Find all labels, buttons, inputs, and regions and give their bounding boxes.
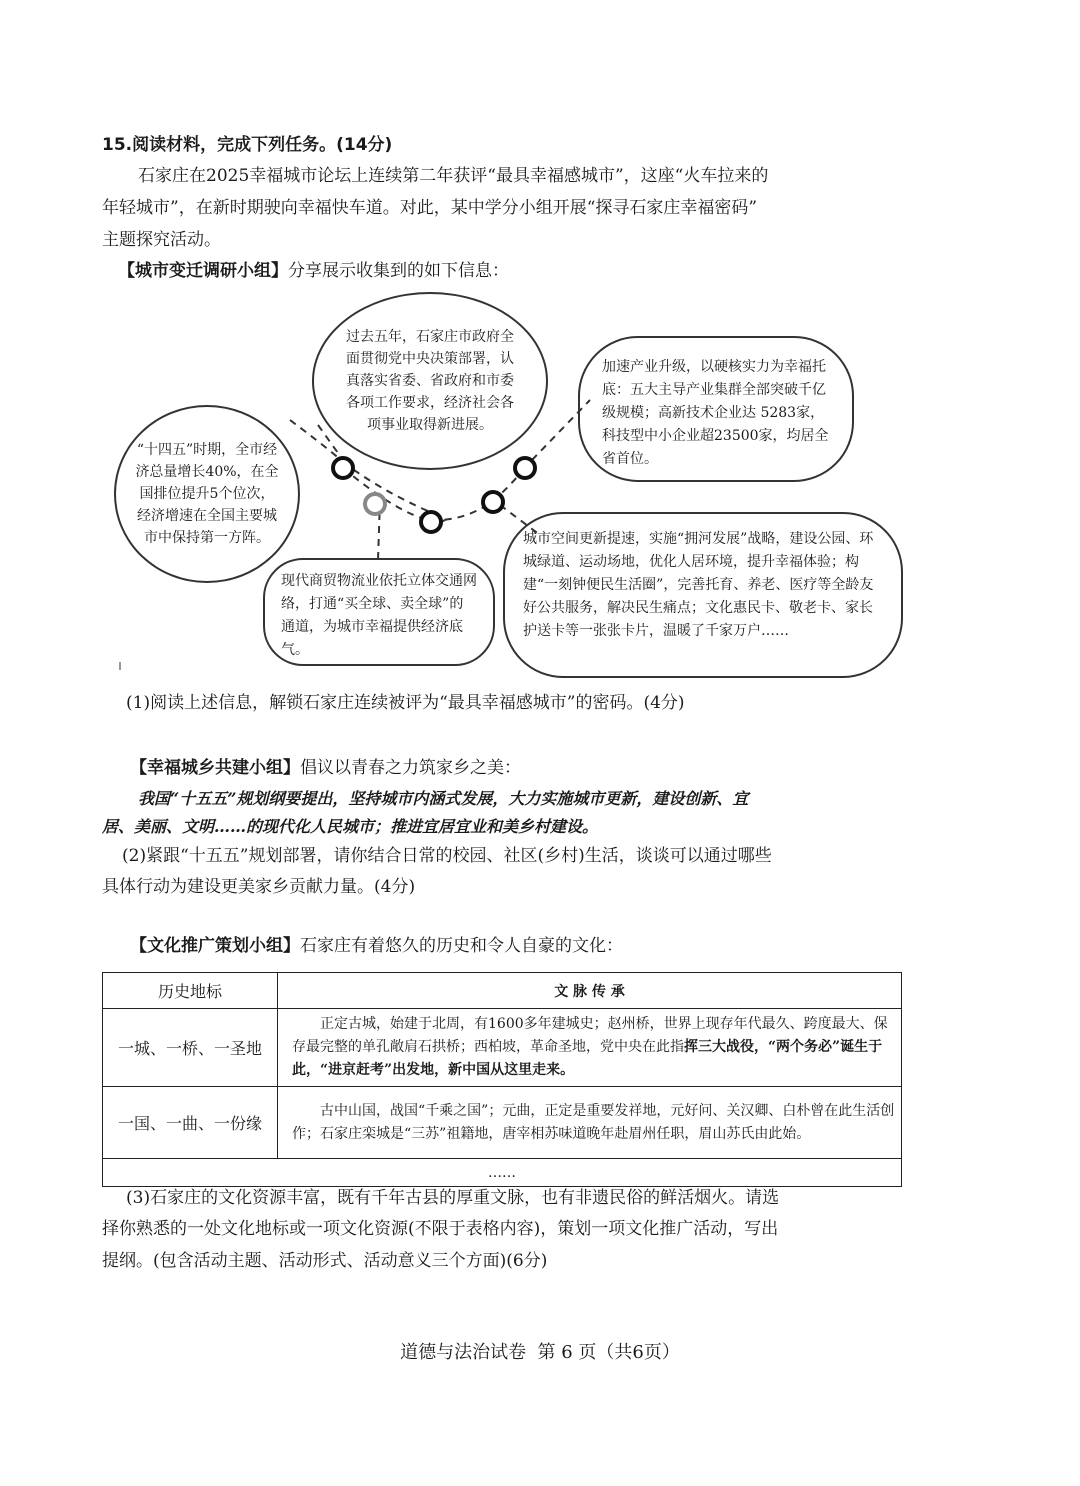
timeline-node-5 [513, 456, 537, 480]
page-footer: 道德与法治试卷 第 6 页（共6页） [400, 1342, 680, 1363]
table-header-heritage: 文 脉 传 承 [278, 973, 902, 1009]
intro-line-2: 年轻城市”，在新时期驶向幸福快车道。对此，某中学分小组开展“探寻石家庄幸福密码” [102, 198, 758, 218]
timeline-node-3 [419, 510, 443, 534]
plan-quote-line-1: 我国“十五五”规划纲要提出，坚持城市内涵式发展，大力实施城市更新，建设创新、宜 [138, 789, 749, 808]
table-row [103, 1159, 902, 1187]
bubble-top: 过去五年，石家庄市政府全面贯彻党中央决策部署，认真落实省委、省政府和市委各项工作要求，经济社会各项事业取得新进展。 [312, 292, 548, 470]
group2-text: 倡议以青春之力筑家乡之美： [300, 758, 521, 778]
info-diagram [100, 290, 920, 690]
culture-table [102, 972, 902, 1187]
task3-line-2: 择你熟悉的一处文化地标或一项文化资源(不限于表格内容)，策划一项文化推广活动，写出 [102, 1219, 779, 1239]
table-row [103, 1087, 902, 1159]
row1-label: 一城、一桥、一圣地 [103, 1009, 278, 1087]
group1-title: 【城市变迁调研小组】 [118, 261, 288, 281]
task1-text: (1)阅读上述信息，解锁石家庄连续被评为“最具幸福感城市”的密码。(4分) [126, 693, 685, 713]
plan-quote-line-2: 居、美丽、文明……的现代化人民城市；推进宜居宜业和美乡村建设。 [102, 817, 599, 836]
task2-line-2: 具体行动为建设更美家乡贡献力量。(4分) [102, 877, 416, 897]
task2-line-1: (2)紧跟“十五五”规划部署，请你结合日常的校园、社区(乡村)生活，谈谈可以通过哪些 [122, 846, 772, 866]
group3-text: 石家庄有着悠久的历史和令人自豪的文化： [300, 936, 623, 956]
group2-heading [130, 755, 521, 781]
row2-label: 一国、一曲、一份缘 [103, 1087, 278, 1159]
timeline-node-2 [363, 492, 387, 516]
group3-heading [130, 933, 623, 959]
table-header-row [103, 973, 902, 1009]
intro-line-1: 石家庄在2025幸福城市论坛上连续第二年获评“最具幸福感城市”，这座“火车拉来的 [138, 166, 769, 186]
group2-title: 【幸福城乡共建小组】 [130, 758, 300, 778]
row1-bold-text: 挥三大战役，“两个务必”诞生于此，“进京赶考”出发地，新中国从这里走来。 [292, 1039, 883, 1078]
bubble-left: “十四五”时期，全市经济总量增长40%，在全国排位提升5个位次，经济增速在全国主要城市中保持第一方阵。 [114, 405, 300, 583]
intro-line-3: 主题探究活动。 [102, 230, 221, 250]
bubble-bottom-right: 城市空间更新提速，实施“拥河发展”战略，建设公园、环城绿道、运动场地，优化人居环境，提升幸福体验；构建“一刻钟便民生活圈”，完善托育、养老、医疗等全龄友好公共服务，解决民生痛点；文化惠民卡、敬老卡、家长护送卡等一张张卡片，温暖了千家万户…… [503, 512, 903, 678]
task3-line-3: 提纲。(包含活动主题、活动形式、活动意义三个方面)(6分) [102, 1251, 548, 1271]
timeline-node-1 [331, 456, 355, 480]
bubble-right-top: 加速产业升级，以硬核实力为幸福托底：五大主导产业集群全部突破千亿级规模；高新技术企业达 5283家，科技型中小企业超23500家，均居全省首位。 [578, 336, 854, 482]
group3-title: 【文化推广策划小组】 [130, 936, 300, 956]
question-title: 15.阅读材料，完成下列任务。(14分) [102, 135, 393, 155]
row1-text: 正定古城，始建于北周，有1600多年建城史；赵州桥，世界上现存年代最久、跨度最大、保存最完整的单孔敞肩石拱桥；西柏坡，革命圣地，党中央在此指 [292, 1016, 888, 1055]
timeline-node-4 [481, 490, 505, 514]
table-header-landmark: 历史地标 [103, 973, 278, 1009]
task3-line-1: (3)石家庄的文化资源丰富，既有千年古县的厚重文脉，也有非遗民俗的鲜活烟火。请选 [126, 1188, 780, 1208]
row2-text: 古中山国，战国“千乘之国”；元曲，正定是重要发祥地，元好问、关汉卿、白朴曾在此生活创作；石家庄栾城是“三苏”祖籍地，唐宰相苏味道晚年赴眉州任职，眉山苏氏由此始。 [278, 1087, 902, 1159]
group1-heading [118, 258, 509, 284]
bubble-bottom-left: 现代商贸物流业依托立体交通网络，打通“买全球、卖全球”的通道，为城市幸福提供经济底气。 [263, 558, 495, 666]
table-row [103, 1009, 902, 1087]
row3-ellipsis: …… [103, 1159, 902, 1187]
group1-text: 分享展示收集到的如下信息： [288, 261, 509, 281]
row1-content [278, 1009, 902, 1087]
